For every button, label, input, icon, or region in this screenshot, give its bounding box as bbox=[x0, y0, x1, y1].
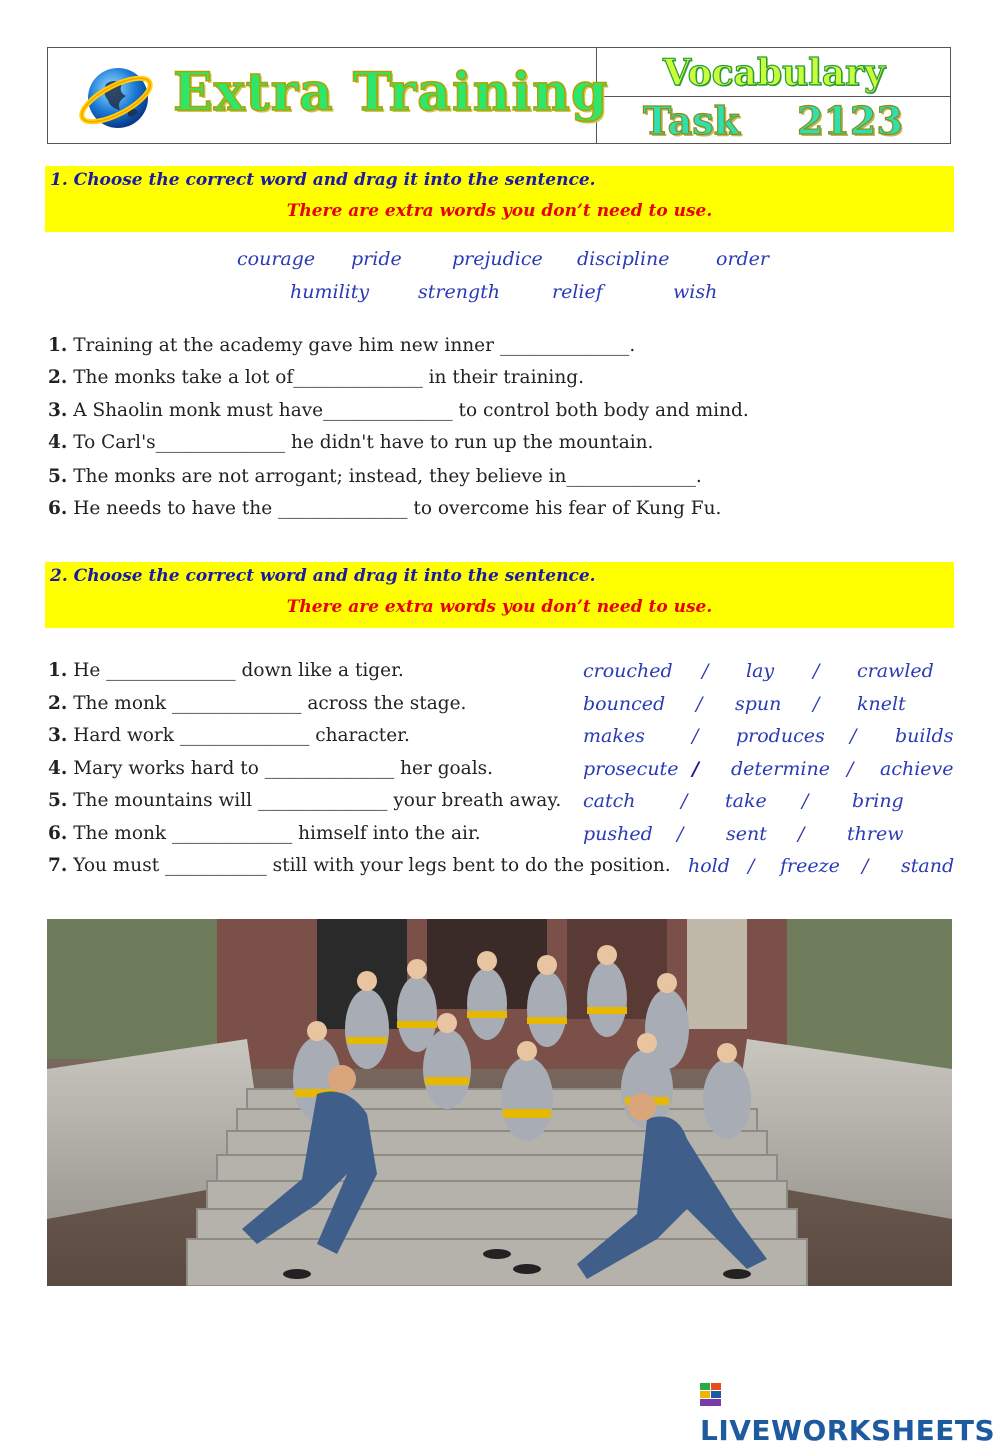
option-separator: / bbox=[847, 758, 854, 780]
option[interactable]: crawled bbox=[857, 660, 934, 682]
question-number: 4. bbox=[48, 432, 68, 453]
option[interactable]: take bbox=[725, 790, 767, 812]
option-separator: / bbox=[850, 725, 857, 747]
exercise-2-question bbox=[48, 693, 466, 714]
header-divider-horizontal bbox=[596, 96, 950, 97]
option-separator: / bbox=[702, 660, 709, 682]
word-bank-item[interactable]: order bbox=[716, 248, 770, 270]
option[interactable]: stand bbox=[901, 855, 955, 877]
task-label-row bbox=[595, 98, 915, 144]
option[interactable]: freeze bbox=[780, 855, 840, 877]
option[interactable]: catch bbox=[583, 790, 636, 812]
word-bank-item[interactable]: humility bbox=[290, 281, 370, 303]
vocabulary-label: Vocabulary bbox=[662, 52, 886, 94]
exercise-1-question bbox=[48, 400, 749, 421]
exercise-1-instruction: 1. Choose the correct word and drag it into the sentence. bbox=[50, 170, 596, 190]
exercise-1-note: There are extra words you don’t need to use. bbox=[286, 201, 713, 221]
exercise-2-question bbox=[48, 660, 404, 681]
question-number: 3. bbox=[48, 725, 68, 746]
question-text[interactable]: To Carl's______________ he didn't have to run up the mountain. bbox=[67, 432, 654, 453]
exercise-1-question bbox=[48, 367, 584, 388]
question-text[interactable]: Training at the academy gave him new inner ______________. bbox=[67, 335, 636, 356]
exercise-2-note: There are extra words you don’t need to use. bbox=[286, 597, 713, 617]
exercise-2-instruction-bar bbox=[45, 562, 954, 628]
question-number: 3. bbox=[48, 400, 68, 421]
option[interactable]: crouched bbox=[583, 660, 673, 682]
question-number: 2. bbox=[48, 367, 68, 388]
option[interactable]: determine bbox=[731, 758, 830, 780]
question-number: 5. bbox=[48, 790, 68, 811]
option[interactable]: spun bbox=[735, 693, 782, 715]
question-text[interactable]: The monks take a lot of______________ in their training. bbox=[67, 367, 584, 388]
task-label: Task bbox=[643, 98, 740, 143]
option[interactable]: lay bbox=[746, 660, 775, 682]
option-separator: / bbox=[692, 758, 699, 780]
question-number: 6. bbox=[48, 498, 68, 519]
question-number: 2. bbox=[48, 693, 68, 714]
option-separator: / bbox=[692, 725, 699, 747]
exercise-1-question bbox=[48, 498, 721, 519]
exercise-2-question bbox=[48, 790, 561, 811]
option-separator: / bbox=[798, 823, 805, 845]
brand-text: LIVEWORKSHEETS bbox=[700, 1414, 996, 1447]
task-number: 2123 bbox=[797, 98, 903, 143]
question-text[interactable]: Mary works hard to ______________ her goals. bbox=[67, 758, 493, 779]
question-text[interactable]: The monks are not arrogant; instead, they believe in______________. bbox=[67, 466, 702, 487]
exercise-2-question bbox=[48, 855, 671, 876]
exercise-1-instruction-bar bbox=[45, 166, 954, 232]
question-number: 1. bbox=[48, 660, 68, 681]
option[interactable]: bring bbox=[852, 790, 904, 812]
question-number: 1. bbox=[48, 335, 68, 356]
word-bank-item[interactable]: wish bbox=[673, 281, 718, 303]
question-number: 6. bbox=[48, 823, 68, 844]
exercise-1-question bbox=[48, 432, 653, 453]
option-separator: / bbox=[813, 660, 820, 682]
option-separator: / bbox=[677, 823, 684, 845]
option-separator: / bbox=[802, 790, 809, 812]
word-bank-item[interactable]: pride bbox=[351, 248, 402, 270]
question-number: 7. bbox=[48, 855, 68, 876]
question-text[interactable]: He ______________ down like a tiger. bbox=[67, 660, 404, 681]
question-text[interactable]: Hard work ______________ character. bbox=[67, 725, 410, 746]
option-separator: / bbox=[813, 693, 820, 715]
option[interactable]: makes bbox=[583, 725, 645, 747]
option[interactable]: builds bbox=[895, 725, 954, 747]
globe-logo-icon bbox=[76, 62, 156, 134]
question-text[interactable]: The monk ______________ across the stage. bbox=[67, 693, 467, 714]
liveworksheets-brand[interactable] bbox=[700, 1377, 1000, 1447]
question-number: 4. bbox=[48, 758, 68, 779]
option[interactable]: prosecute bbox=[583, 758, 679, 780]
exercise-1-question bbox=[48, 466, 702, 487]
question-text[interactable]: The mountains will ______________ your breath away. bbox=[67, 790, 562, 811]
word-bank-item[interactable]: relief bbox=[552, 281, 603, 303]
question-text[interactable]: The monk _____________ himself into the air. bbox=[67, 823, 481, 844]
exercise-2-question bbox=[48, 725, 410, 746]
question-text[interactable]: You must ___________ still with your legs bent to do the position. bbox=[67, 855, 671, 876]
word-bank-item[interactable]: prejudice bbox=[452, 248, 543, 270]
word-bank-item[interactable]: strength bbox=[418, 281, 500, 303]
exercise-2-question bbox=[48, 823, 481, 844]
option[interactable]: pushed bbox=[583, 823, 653, 845]
option[interactable]: threw bbox=[847, 823, 904, 845]
worksheet-title: Extra Training bbox=[173, 62, 609, 123]
option[interactable]: knelt bbox=[857, 693, 906, 715]
exercise-2-instruction: 2. Choose the correct word and drag it into the sentence. bbox=[50, 566, 596, 586]
option[interactable]: hold bbox=[688, 855, 730, 877]
option[interactable]: sent bbox=[726, 823, 767, 845]
option-separator: / bbox=[696, 693, 703, 715]
photo-illustration bbox=[47, 919, 952, 1286]
option-separator: / bbox=[748, 855, 755, 877]
exercise-2-question bbox=[48, 758, 493, 779]
option[interactable]: produces bbox=[736, 725, 825, 747]
question-text[interactable]: He needs to have the ______________ to overcome his fear of Kung Fu. bbox=[67, 498, 722, 519]
option[interactable]: achieve bbox=[880, 758, 954, 780]
kung-fu-group-photo bbox=[47, 919, 952, 1286]
question-text[interactable]: A Shaolin monk must have______________ to control both body and mind. bbox=[67, 400, 749, 421]
option-separator: / bbox=[681, 790, 688, 812]
exercise-1-question bbox=[48, 335, 635, 356]
word-bank-item[interactable]: courage bbox=[237, 248, 316, 270]
option-separator: / bbox=[862, 855, 869, 877]
option[interactable]: bounced bbox=[583, 693, 666, 715]
question-number: 5. bbox=[48, 466, 68, 487]
liveworksheets-logo-icon bbox=[700, 1381, 722, 1414]
word-bank-item[interactable]: discipline bbox=[577, 248, 670, 270]
